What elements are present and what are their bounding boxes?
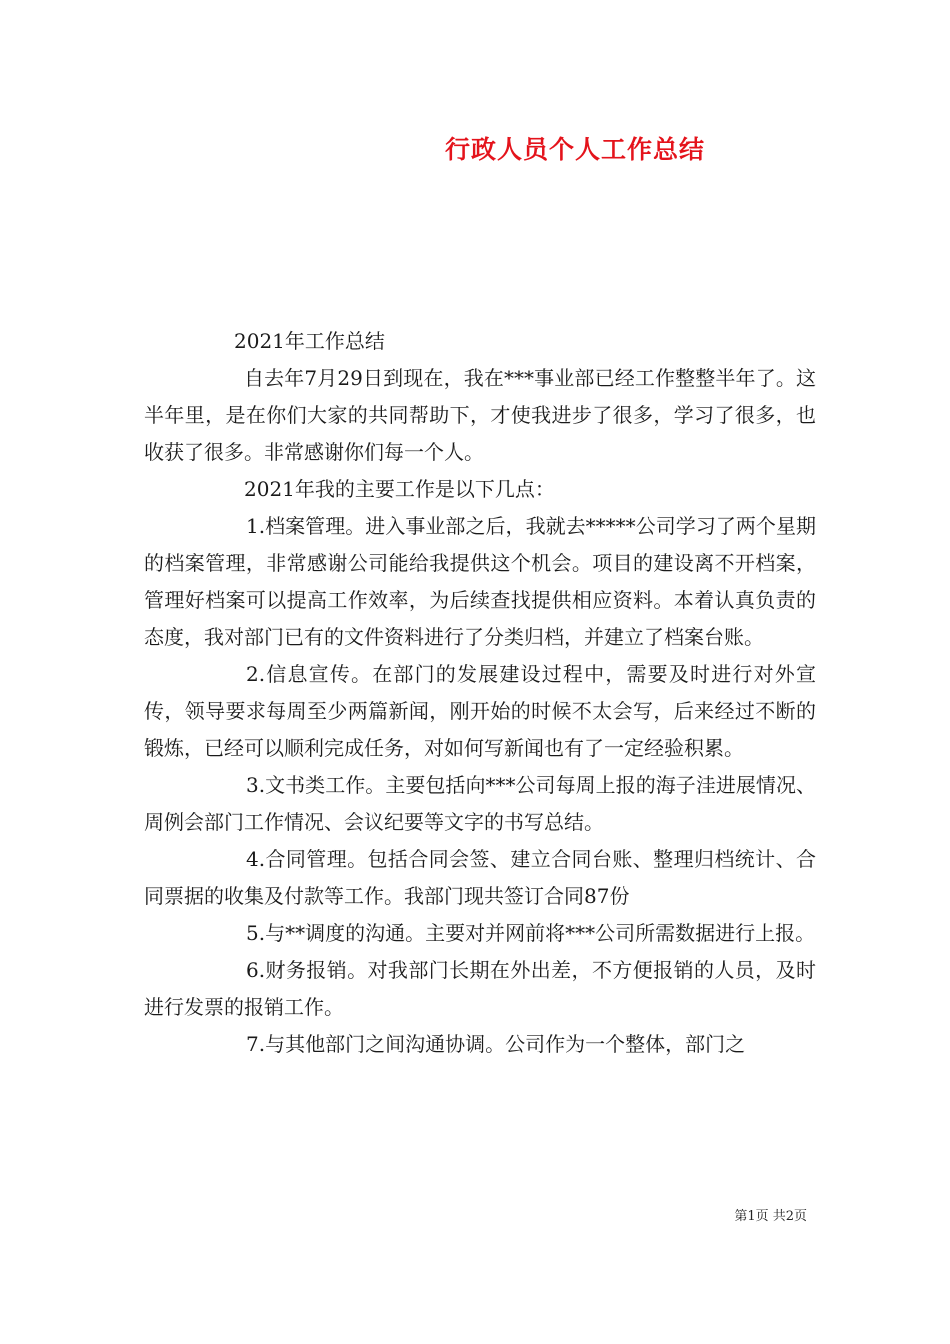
paragraph-item-1: 1.档案管理。进入事业部之后，我就去*****公司学习了两个星期的档案管理，非常感谢公司能给我提供这个机会。项目的建设离不开档案，管理好档案可以提高工作效率，为后续查找提供相应资料。本着认真负责的态度，我对部门已有的文件资料进行了分类归档，并建立了档案台账。 xyxy=(144,514,816,649)
document-body xyxy=(144,323,816,1063)
paragraph-item-5: 5.与**调度的沟通。主要对并网前将***公司所需数据进行上报。 xyxy=(246,921,816,945)
document-subtitle: 2021年工作总结 xyxy=(234,329,385,353)
page-number-footer: 第1页 共2页 xyxy=(734,1209,807,1224)
paragraph-item-4: 4.合同管理。包括合同会签、建立合同台账、整理归档统计、合同票据的收集及付款等工作。我部门现共签订合同87份 xyxy=(144,847,816,908)
paragraph-item-7: 7.与其他部门之间沟通协调。公司作为一个整体，部门之 xyxy=(246,1032,746,1056)
document-title: 行政人员个人工作总结 xyxy=(444,135,705,164)
paragraph-item-3: 3.文书类工作。主要包括向***公司每周上报的海子洼进展情况、周例会部门工作情况、会议纪要等文字的书写总结。 xyxy=(144,773,816,834)
paragraph-item-6: 6.财务报销。对我部门长期在外出差，不方便报销的人员，及时进行发票的报销工作。 xyxy=(144,958,816,1019)
paragraph-intro: 自去年7月29日到现在，我在***事业部已经工作整整半年了。这半年里，是在你们大家的共同帮助下，才使我进步了很多，学习了很多，也收获了很多。非常感谢你们每一个人。 xyxy=(144,366,816,464)
paragraph-item-2: 2.信息宣传。在部门的发展建设过程中，需要及时进行对外宣传，领导要求每周至少两篇新闻，刚开始的时候不太会写，后来经过不断的锻炼，已经可以顺利完成任务，对如何写新闻也有了一定经验积累。 xyxy=(144,662,816,760)
paragraph-overview: 2021年我的主要工作是以下几点： xyxy=(244,477,555,501)
